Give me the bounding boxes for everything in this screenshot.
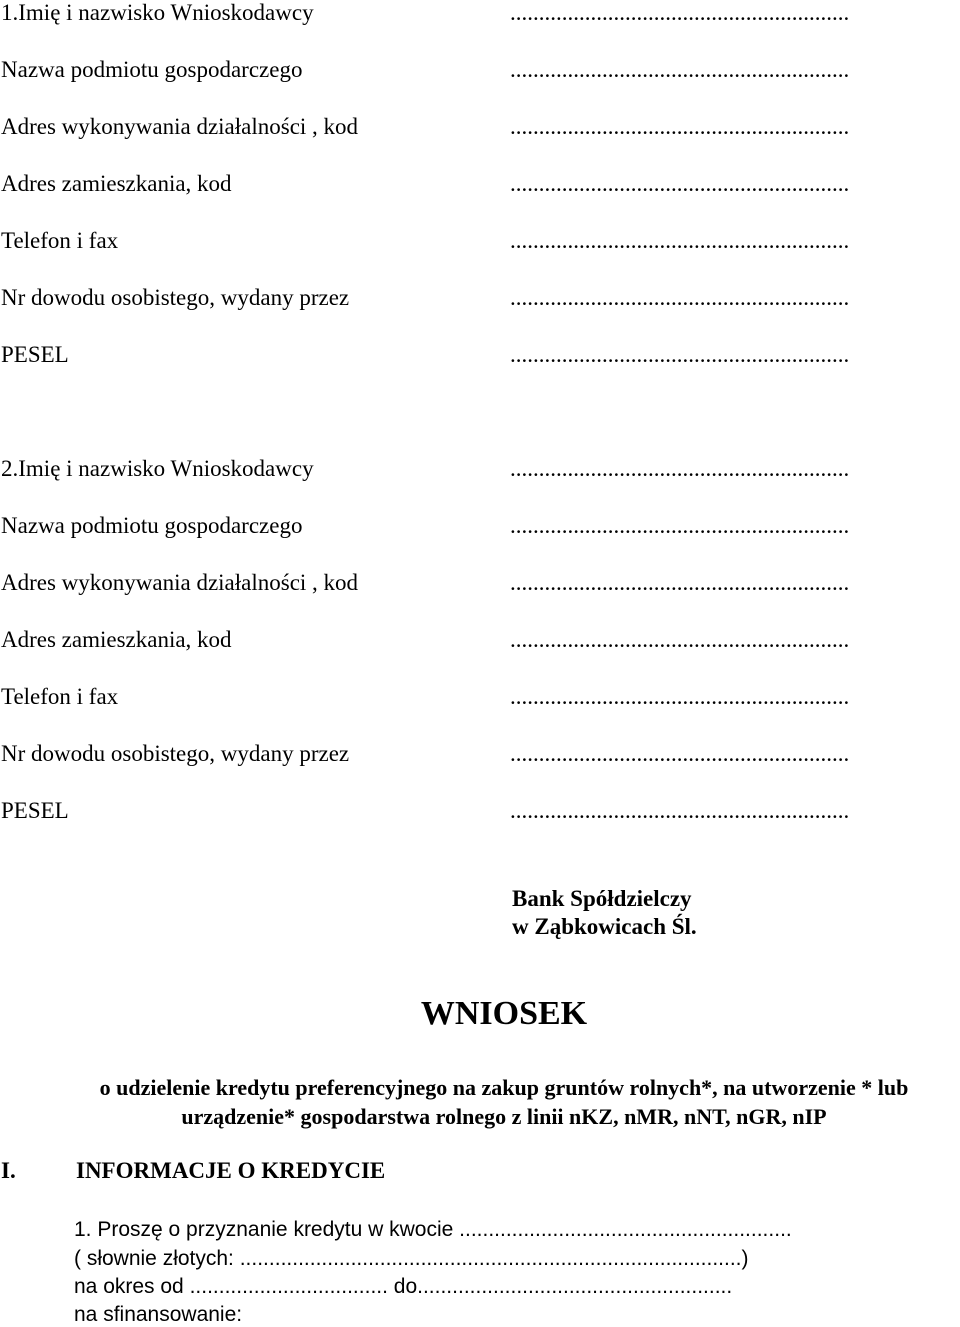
field-label: Adres wykonywania działalności , kod	[1, 570, 359, 595]
subtitle-line: o udzielenie kredytu preferencyjnego na zakup gruntów rolnych*, na utworzenie * lub	[99, 1075, 909, 1100]
fill-in-line[interactable]: ...........................................................	[510, 171, 850, 196]
field-label: 1.Imię i nazwisko Wnioskodawcy	[1, 0, 314, 25]
fill-in-line[interactable]: ...........................................................	[510, 741, 850, 766]
fill-in-line[interactable]: ...........................................................	[510, 228, 850, 253]
field-label: Adres zamieszkania, kod	[1, 627, 232, 652]
field-row	[0, 627, 960, 657]
field-label: Nazwa podmiotu gospodarczego	[1, 513, 303, 538]
credit-period-line[interactable]: na okres od .................................. do......................................................	[74, 1275, 733, 1298]
bank-name: Bank Spółdzielczy	[512, 886, 692, 911]
field-label: Adres zamieszkania, kod	[1, 171, 232, 196]
field-row	[0, 228, 960, 258]
document-title: WNIOSEK	[420, 995, 588, 1032]
field-label: Adres wykonywania działalności , kod	[1, 114, 359, 139]
field-label: Nazwa podmiotu gospodarczego	[1, 57, 303, 82]
field-row	[0, 114, 960, 144]
field-label: 2.Imię i nazwisko Wnioskodawcy	[1, 456, 314, 481]
bank-address	[512, 885, 697, 941]
fill-in-line[interactable]: ...........................................................	[510, 342, 850, 367]
field-label: Nr dowodu osobistego, wydany przez	[1, 741, 350, 766]
section-heading: INFORMACJE O KREDYCIE	[76, 1158, 386, 1183]
field-row	[0, 570, 960, 600]
field-row	[0, 285, 960, 315]
field-row	[0, 171, 960, 201]
field-row	[0, 0, 960, 30]
credit-amount-line[interactable]: 1. Proszę o przyznanie kredytu w kwocie .........................................................	[74, 1218, 792, 1241]
field-row	[0, 456, 960, 486]
bank-location: w Ząbkowicach Śl.	[512, 914, 697, 939]
fill-in-line[interactable]: ...........................................................	[510, 456, 850, 481]
field-row	[0, 57, 960, 87]
financing-purpose-line: na sfinansowanie:	[74, 1303, 243, 1326]
fill-in-line[interactable]: ...........................................................	[510, 57, 850, 82]
fill-in-line[interactable]: ...........................................................	[510, 0, 850, 25]
fill-in-line[interactable]: ...........................................................	[510, 114, 850, 139]
amount-in-words-line[interactable]: ( słownie złotych: ......................................................................................)	[74, 1247, 749, 1270]
field-label: Nr dowodu osobistego, wydany przez	[1, 285, 350, 310]
fill-in-line[interactable]: ...........................................................	[510, 570, 850, 595]
field-label: Telefon i fax	[1, 228, 119, 253]
fill-in-line[interactable]: ...........................................................	[510, 684, 850, 709]
subtitle-line: urządzenie* gospodarstwa rolnego z linii nKZ, nMR, nNT, nGR, nIP	[181, 1104, 827, 1129]
section-number: I.	[1, 1158, 16, 1183]
fill-in-line[interactable]: ...........................................................	[510, 285, 850, 310]
field-label: PESEL	[1, 798, 69, 823]
field-label: Telefon i fax	[1, 684, 119, 709]
document-subtitle	[0, 1073, 960, 1131]
field-row	[0, 684, 960, 714]
field-label: PESEL	[1, 342, 69, 367]
fill-in-line[interactable]: ...........................................................	[510, 513, 850, 538]
fill-in-line[interactable]: ...........................................................	[510, 627, 850, 652]
fill-in-line[interactable]: ...........................................................	[510, 798, 850, 823]
field-row	[0, 342, 960, 372]
field-row	[0, 798, 960, 828]
field-row	[0, 741, 960, 771]
field-row	[0, 513, 960, 543]
